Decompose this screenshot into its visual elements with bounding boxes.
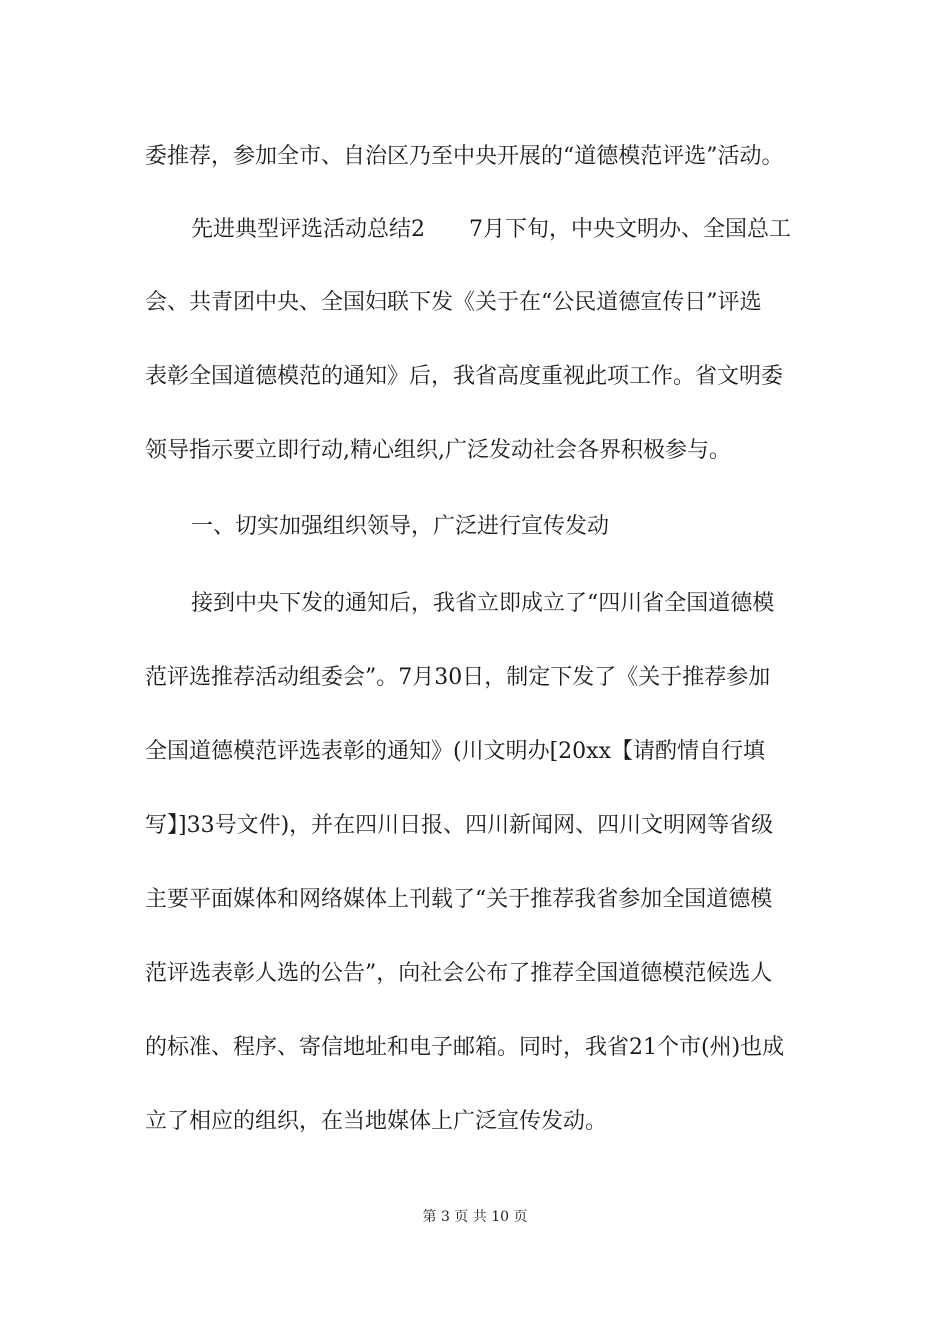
section-heading: 一、切实加强组织领导，广泛进行宣传发动	[191, 514, 610, 539]
text-line-7: 接到中央下发的通知后，我省立即成立了“四川省全国道德模	[191, 591, 775, 616]
text-line-1: 委推荐，参加全市、自治区乃至中央开展的“道德模范评选”活动。	[145, 144, 784, 169]
text-line-2: 先进典型评选活动总结2 7月下旬，中央文明办、全国总工	[191, 217, 791, 242]
text-line-4: 表彰全国道德模范的通知》后，我省高度重视此项工作。省文明委	[145, 364, 784, 389]
text-line-13: 的标准、程序、寄信地址和电子邮箱。同时，我省21个市(州)也成	[145, 1035, 785, 1060]
text-line-8: 范评选推荐活动组委会”。7月30日，制定下发了《关于推荐参加	[145, 665, 771, 690]
text-line-12: 范评选表彰人选的公告”，向社会公布了推荐全国道德模范候选人	[145, 961, 773, 986]
text-line-14: 立了相应的组织，在当地媒体上广泛宣传发动。	[145, 1109, 608, 1134]
text-line-11: 主要平面媒体和网络媒体上刊载了“关于推荐我省参加全国道德模	[145, 887, 773, 912]
text-line-3: 会、共青团中央、全国妇联下发《关于在“公民道德宣传日”评选	[145, 290, 762, 315]
text-line-5: 领导指示要立即行动,精心组织,广泛发动社会各界积极参与。	[145, 438, 731, 463]
text-line-10: 写】]33号文件)，并在四川日报、四川新闻网、四川文明网等省级	[145, 813, 774, 838]
text-line-9: 全国道德模范评选表彰的通知》(川文明办[20xx【请酌情自行填	[145, 739, 765, 764]
page-number-footer: 第 3 页 共 10 页	[422, 1209, 528, 1225]
